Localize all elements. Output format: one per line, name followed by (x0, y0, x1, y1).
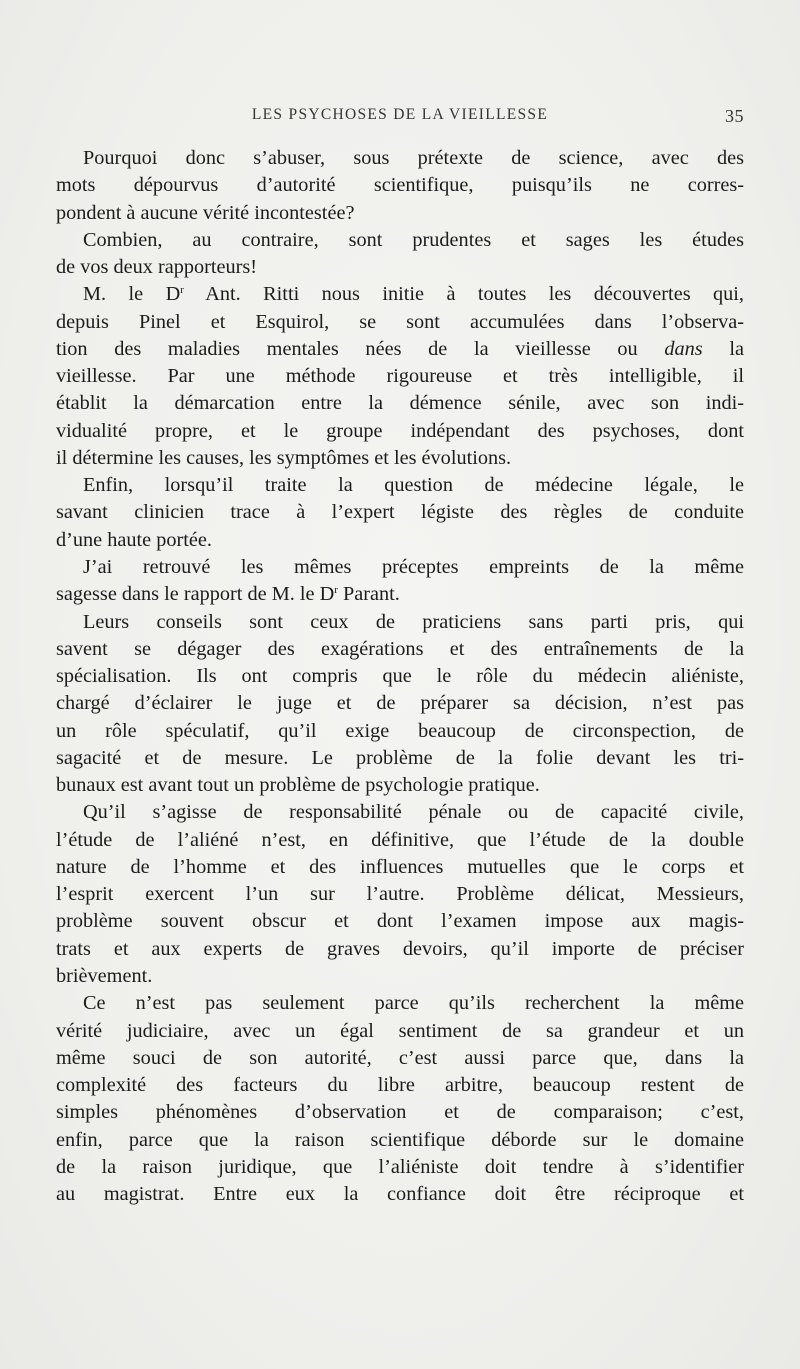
running-title: LES PSYCHOSES DE LA VIEILLESSE (251, 106, 549, 123)
text-line: même souci de son autorité, c’est aussi parce que, dans la (56, 1046, 744, 1069)
emphasis: dans (664, 337, 703, 360)
text-line: bunaux est avant tout un problème de psychologie pratique. (56, 774, 540, 797)
text-line (56, 581, 744, 608)
text-line: vidualité propre, et le groupe indépendant des psychoses, dont (56, 419, 744, 442)
text-line: l’étude de l’aliéné n’est, en définitive, que l’étude de la double (56, 828, 744, 851)
text-segment: M. le D (83, 283, 181, 306)
text-line: mots dépourvus d’autorité scientifique, puisqu’ils ne corres- (56, 174, 744, 197)
text-line: Qu’il s’agisse de responsabilité pénale ou de capacité civile, (83, 801, 744, 824)
text-line: Enfin, lorsqu’il traite la question de médecine légale, le (83, 474, 744, 497)
text-line: établit la démarcation entre la démence sénile, avec son indi- (56, 392, 744, 415)
text-line: simples phénomènes d’observation et de comparaison; c’est, (56, 1101, 744, 1124)
text-line: au magistrat. Entre eux la confiance doit être réciproque et (56, 1183, 744, 1206)
text-line: depuis Pinel et Esquirol, se sont accumulées dans l’observa- (56, 310, 744, 333)
text-line: de la raison juridique, que l’aliéniste doit tendre à s’identifier (56, 1155, 744, 1178)
text-line (56, 281, 744, 308)
text-line: de vos deux rapporteurs! (56, 256, 258, 279)
text-line (56, 336, 744, 363)
text-line: Pourquoi donc s’abuser, sous prétexte de science, avec des (83, 147, 744, 169)
superscript: r (180, 284, 184, 297)
text-line: Leurs conseils sont ceux de praticiens sans parti pris, qui (83, 610, 744, 633)
text-line: Combien, au contraire, sont prudentes et sages les études (83, 228, 744, 251)
text-line: il détermine les causes, les symptômes et les évolutions. (56, 446, 512, 469)
text-line: enfin, parce que la raison scientifique déborde sur le domaine (56, 1128, 744, 1151)
text-line: complexité des facteurs du libre arbitre, beaucoup restent de (56, 1074, 744, 1097)
text-line: nature de l’homme et des influences mutuelles que le corps et (56, 855, 744, 878)
text-segment: Ant. Ritti nous initie à toutes les découvertes qui, (183, 283, 744, 306)
text-line: savent se dégager des exagérations et des entraînements de la (56, 637, 744, 660)
text-line: chargé d’éclairer le juge et de préparer sa décision, n’est pas (56, 692, 744, 715)
text-segment: tion des maladies mentales nées de la vieillesse ou (56, 337, 665, 360)
text-segment: Parant. (337, 583, 400, 606)
text-line: trats et aux experts de graves devoirs, qu’il importe de préciser (56, 937, 744, 960)
text-line: brièvement. (56, 964, 153, 987)
text-segment: sagesse dans le rapport de M. le D (56, 583, 335, 606)
page-number: 35 (725, 106, 744, 126)
superscript: r (334, 584, 338, 597)
text-line: spécialisation. Ils ont compris que le rôle du médecin aliéniste, (56, 665, 744, 688)
text-line: problème souvent obscur et dont l’examen impose aux magis- (56, 910, 744, 933)
text-segment: la (702, 337, 744, 360)
text-line: sagacité et de mesure. Le problème de la folie devant les tri- (56, 746, 744, 769)
text-line: J’ai retrouvé les mêmes préceptes empreints de la même (83, 555, 744, 578)
text-line: pondent à aucune vérité incontestée? (56, 201, 355, 224)
text-line: vieillesse. Par une méthode rigoureuse et très intelligible, il (56, 365, 744, 388)
text-line: Ce n’est pas seulement parce qu’ils recherchent la même (83, 992, 744, 1015)
body-text (56, 145, 744, 1208)
text-line: d’une haute portée. (56, 528, 212, 551)
text-line: savant clinicien trace à l’expert légiste des règles de conduite (56, 501, 744, 524)
text-line: un rôle spéculatif, qu’il exige beaucoup de circonspection, de (56, 719, 744, 742)
text-line: l’esprit exercent l’un sur l’autre. Problème délicat, Messieurs, (56, 883, 744, 906)
text-line: vérité judiciaire, avec un égal sentiment de sa grandeur et un (56, 1019, 744, 1042)
running-head (56, 106, 744, 134)
